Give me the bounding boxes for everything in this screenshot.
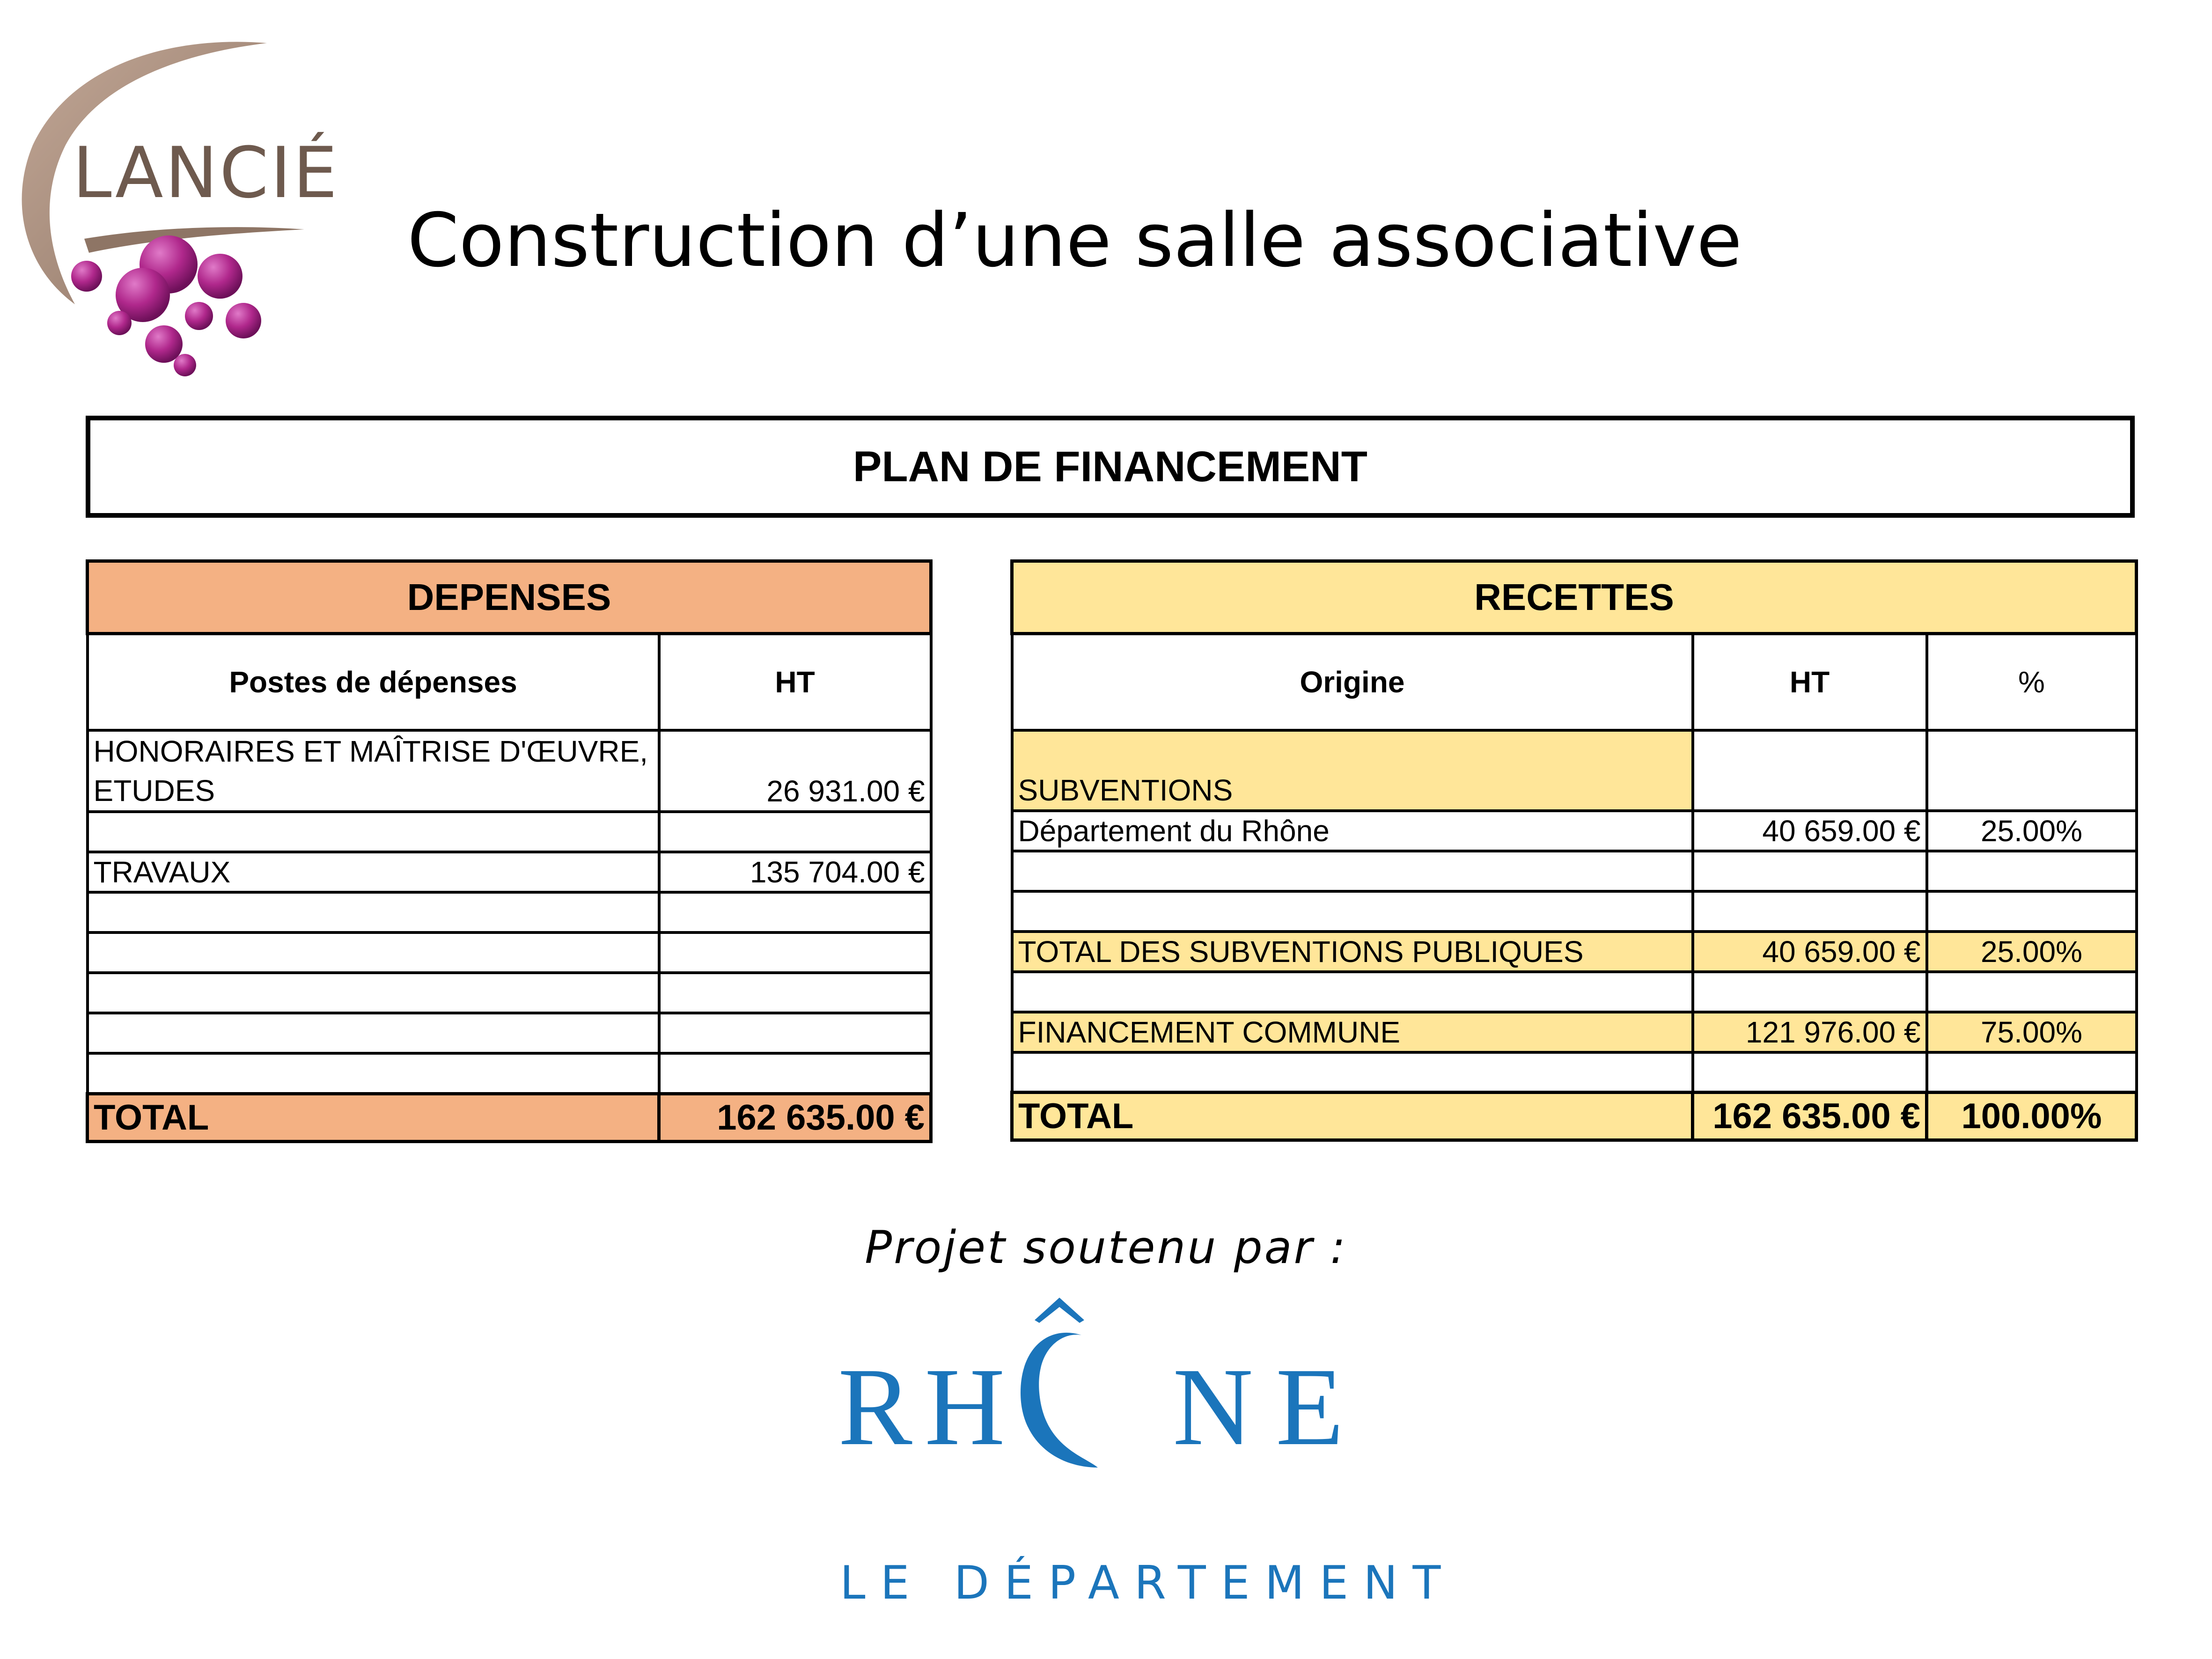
expense-label [88, 973, 659, 1013]
logo-letter-r: R [838, 1345, 912, 1468]
rhone-subtitle: LE DÉPARTEMENT [840, 1556, 1456, 1610]
revenue-amount: 121 976.00 € [1693, 1012, 1927, 1052]
total-row [88, 1094, 931, 1141]
plan-title: PLAN DE FINANCEMENT [853, 442, 1367, 491]
depenses-table [86, 559, 933, 1143]
table-row [1012, 1052, 2137, 1093]
revenue-percent: 25.00% [1927, 811, 2137, 851]
revenue-amount [1693, 972, 1927, 1012]
revenue-amount [1693, 851, 1927, 891]
recettes-header: RECETTES [1012, 561, 2137, 634]
revenue-percent: 75.00% [1927, 1012, 2137, 1052]
column-header-ht: HT [659, 634, 931, 730]
table-row [1012, 932, 2137, 972]
revenue-amount: 40 659.00 € [1693, 811, 1927, 851]
table-row [88, 852, 931, 892]
logo-letter-h: H [925, 1345, 1005, 1468]
expense-label: HONORAIRES ET MAÎTRISE D'ŒUVRE, ETUDES [88, 730, 659, 812]
revenue-label [1012, 891, 1693, 932]
table-row [88, 1013, 931, 1053]
expense-amount [659, 932, 931, 973]
revenue-percent [1927, 891, 2137, 932]
revenue-label: TOTAL DES SUBVENTIONS PUBLIQUES [1012, 932, 1693, 972]
support-text: Projet soutenu par : [865, 1221, 1347, 1274]
expense-label [88, 932, 659, 973]
recettes-table [1010, 559, 2138, 1142]
table-row [1012, 972, 2137, 1012]
table-row [88, 730, 931, 812]
expense-label: TRAVAUX [88, 852, 659, 892]
crescent-o-icon [1021, 1333, 1098, 1468]
table-row [88, 932, 931, 973]
table-row [1012, 811, 2137, 851]
expense-label [88, 812, 659, 852]
plan-title-box [86, 416, 2135, 518]
revenue-percent [1927, 851, 2137, 891]
logo-text: LANCIÉ [73, 132, 339, 214]
table-row [1012, 891, 2137, 932]
table-row [88, 892, 931, 932]
revenue-label: FINANCEMENT COMMUNE [1012, 1012, 1693, 1052]
column-header-postes: Postes de dépenses [88, 634, 659, 730]
depenses-header: DEPENSES [88, 561, 931, 634]
revenue-label [1012, 972, 1693, 1012]
logo-letter-n: N [1173, 1345, 1253, 1468]
table-row [88, 973, 931, 1013]
expense-amount: 26 931.00 € [659, 730, 931, 812]
revenue-amount [1693, 1052, 1927, 1093]
total-percent: 100.00% [1927, 1093, 2137, 1140]
total-amount: 162 635.00 € [1693, 1093, 1927, 1140]
expense-label [88, 1053, 659, 1094]
table-row [88, 812, 931, 852]
revenue-amount: 40 659.00 € [1693, 932, 1927, 972]
expense-amount [659, 1013, 931, 1053]
revenue-percent: 25.00% [1927, 932, 2137, 972]
total-label: TOTAL [1012, 1093, 1693, 1140]
table-row [1012, 730, 2137, 811]
table-row [1012, 851, 2137, 891]
revenue-percent [1927, 972, 2137, 1012]
revenue-percent [1927, 1052, 2137, 1093]
logo-underline-swoosh [84, 227, 304, 253]
column-header-origine: Origine [1012, 634, 1693, 730]
expense-amount [659, 1053, 931, 1094]
revenue-percent [1927, 730, 2137, 811]
expense-label [88, 892, 659, 932]
total-row [1012, 1093, 2137, 1140]
total-amount: 162 635.00 € [659, 1094, 931, 1141]
table-row [88, 1053, 931, 1094]
expense-amount: 135 704.00 € [659, 852, 931, 892]
table-row [1012, 1012, 2137, 1052]
expense-amount [659, 892, 931, 932]
logo-letter-e: E [1276, 1345, 1344, 1468]
rhone-departement-logo [838, 1292, 1456, 1620]
revenue-label: SUBVENTIONS [1012, 730, 1693, 811]
total-label: TOTAL [88, 1094, 659, 1141]
column-header-percent: % [1927, 634, 2137, 730]
revenue-amount [1693, 891, 1927, 932]
column-header-ht: HT [1693, 634, 1927, 730]
revenue-label: Département du Rhône [1012, 811, 1693, 851]
circumflex-icon [1035, 1298, 1084, 1323]
page-title: Construction d’une salle associative [407, 198, 1742, 284]
revenue-label [1012, 1052, 1693, 1093]
expense-amount [659, 973, 931, 1013]
revenue-amount [1693, 730, 1927, 811]
expense-amount [659, 812, 931, 852]
expense-label [88, 1013, 659, 1053]
revenue-label [1012, 851, 1693, 891]
